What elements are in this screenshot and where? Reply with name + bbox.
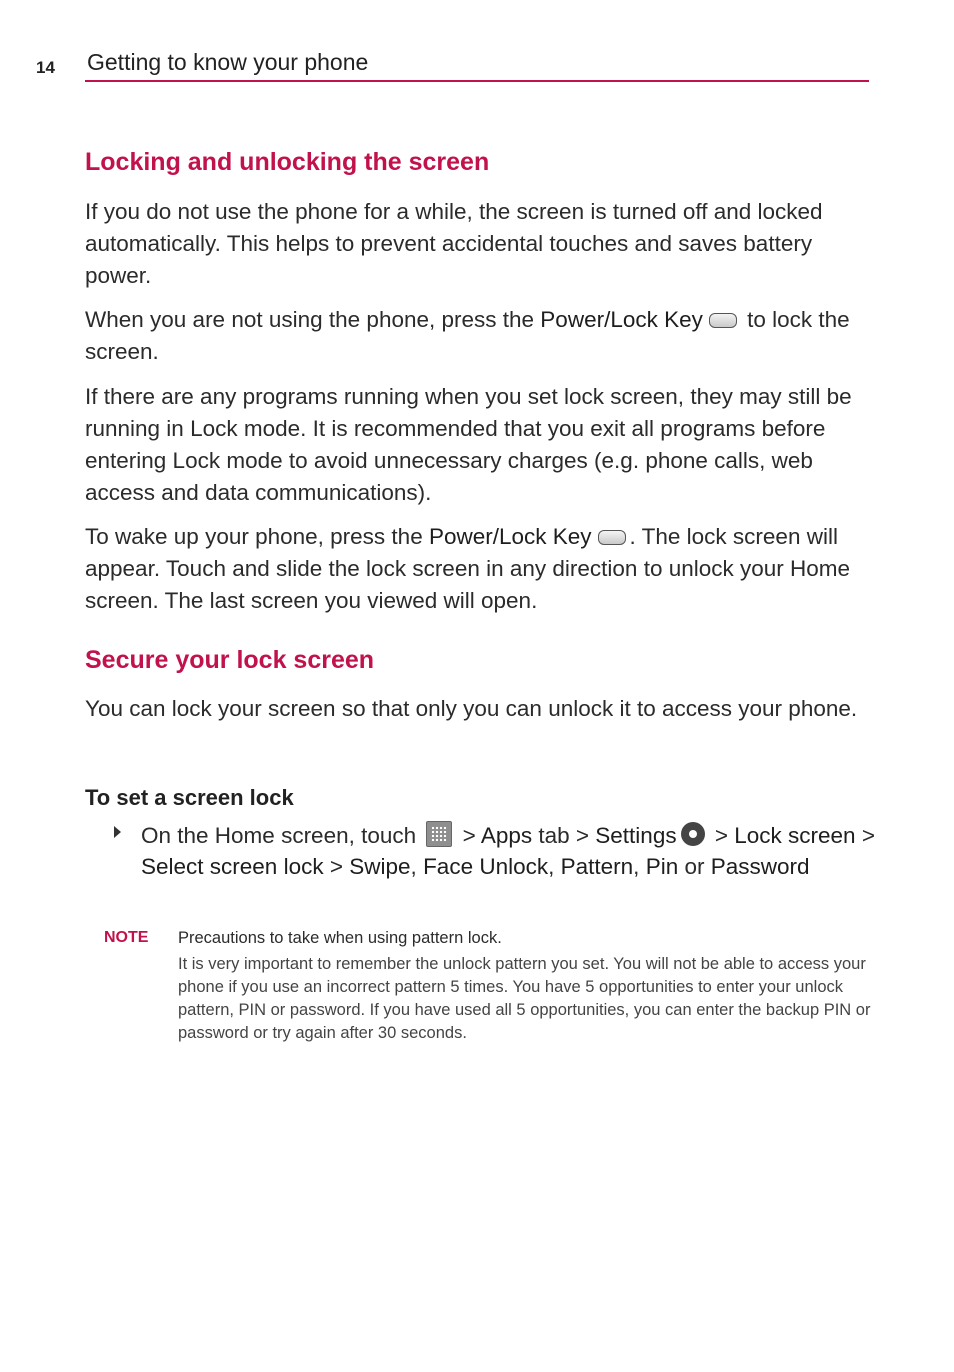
note-label: NOTE: [104, 929, 149, 946]
text-run: To wake up your phone, press the: [85, 524, 429, 549]
option-face-unlock: Face Unlock: [423, 854, 549, 879]
page-number: 14: [36, 58, 55, 77]
option-password: Password: [710, 854, 810, 879]
paragraph-text: If there are any programs running when you set lock screen, they may still be running in Lock mode. It is recommended that you exit all programs before entering Lock mode to avoid unnecessary charges (e.g. phone calls, web access and data communications).: [85, 384, 852, 505]
text-run: >: [708, 823, 735, 848]
text-run: ,: [633, 854, 646, 879]
text-run: >: [855, 823, 875, 848]
power-lock-key-icon: [709, 313, 737, 328]
paragraph-text: [85, 304, 875, 368]
menu-lock-screen: Lock screen: [734, 823, 856, 848]
text-run: >: [323, 854, 350, 879]
settings-gear-icon: [681, 822, 705, 846]
text-run: tab >: [532, 823, 596, 848]
note-body: It is very important to remember the unlock pattern you set. You will not be able to access your phone if you use an incorrect pattern 5 times. You have 5 opportunities to enter your unlock pattern, PIN or password. If you have used all 5 opportunities, you can enter the backup PIN or password or try again after 30 seconds.: [178, 955, 871, 1042]
step-instruction: [141, 820, 881, 882]
key-name: Power/Lock Key: [428, 524, 592, 549]
paragraph-text: If you do not use the phone for a while, the screen is turned off and locked automatically. This helps to prevent accidental touches and saves battery power.: [85, 199, 823, 288]
text-run: When you are not using the phone, press the: [85, 307, 541, 332]
paragraph-text: [85, 521, 875, 617]
paragraph-press-to-lock: [85, 304, 875, 368]
paragraph-programs-running: [85, 381, 875, 509]
text-run: >: [456, 823, 481, 848]
menu-settings: Settings: [595, 823, 677, 848]
text-run: or: [678, 854, 711, 879]
apps-grid-icon: [426, 821, 452, 847]
menu-select-screen-lock: Select screen lock: [141, 854, 324, 879]
text-run: ,: [410, 854, 424, 879]
running-header: Getting to know your phone: [87, 49, 369, 75]
text-run: to lock the screen.: [85, 307, 850, 364]
header-divider: [85, 80, 869, 82]
text-run: . The lock screen will appear. Touch and slide the lock screen in any direction to unlock your Home screen. The last screen you viewed will open.: [85, 524, 851, 613]
option-swipe: Swipe: [349, 854, 411, 879]
paragraph-secure-intro: [85, 693, 875, 725]
text-run: ,: [548, 854, 561, 879]
text-run: On the Home screen, touch: [141, 823, 423, 848]
paragraph-text: You can lock your screen so that only you can unlock it to access your phone.: [85, 696, 858, 721]
section-heading-secure: Secure your lock screen: [85, 646, 375, 674]
paragraph-auto-lock: [85, 196, 875, 292]
bullet-arrow-icon: [114, 826, 121, 838]
paragraph-wake-up: [85, 521, 875, 617]
option-pin: Pin: [645, 854, 679, 879]
power-lock-key-icon: [598, 530, 626, 545]
note-title: Precautions to take when using pattern lock.: [178, 929, 502, 947]
option-pattern: Pattern: [560, 854, 634, 879]
section-heading-locking: Locking and unlocking the screen: [85, 148, 490, 176]
menu-apps: Apps: [480, 823, 533, 848]
key-name: Power/Lock Key: [540, 307, 703, 332]
subheading-set-screen-lock: To set a screen lock: [85, 785, 294, 810]
